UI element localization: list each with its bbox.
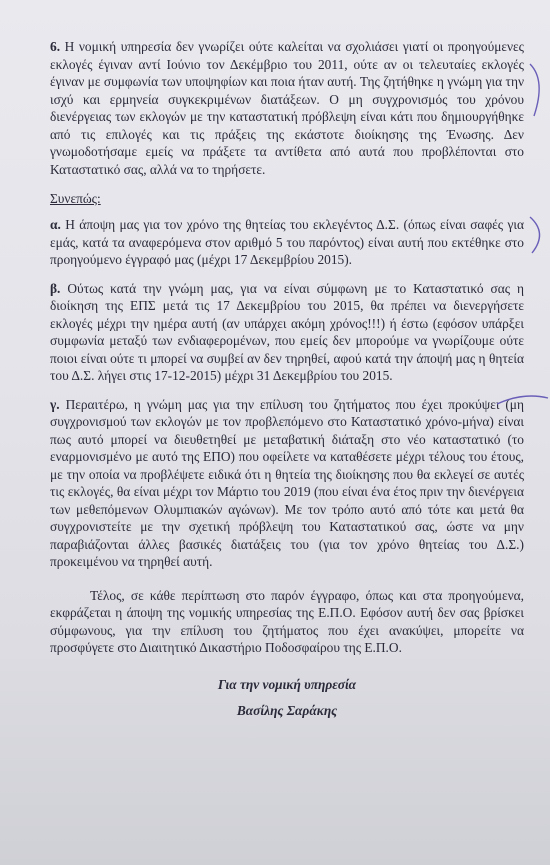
- point-b-paragraph: [50, 280, 524, 385]
- point-b-text: Ούτως κατά την γνώμη μας, για να είναι σύμφωνη με το Καταστατικό σας η διοίκηση της ΕΠΣ μετά τις 17 Δεκεμβρίου του 2015, θα πρέπει να διενεργήσετε εκλογές μέχρι την ημέρα αυτή (αν υπάρχει ακόμη χρόνος!!!) ή έστω (εφόσον υπάρξει συμφωνία μεταξύ των ενδιαφερομένων, που εμείς δεν μπορούμε να γνωρίζουμε ούτε ποιοι είναι ούτε τι μπορεί να συμβεί αν δεν τηρηθεί, αφού κατά την άποψή μας η θητεία του Δ.Σ. λήγει στις 17-12-2015) μέχρι 31 Δεκεμβρίου του 2015.: [50, 280, 524, 383]
- consequently-heading: Συνεπώς:: [50, 191, 101, 206]
- point-a-text: (όπως είναι σαφές για εμάς, κατά τα αναφερόμενα στον αριθμό 5 του παρόντος) είναι αυτή που εκτέθηκε στο προηγούμενο έγγραφό μας (μέχρι 17 Δεκεμβρίου 2015).: [50, 217, 524, 267]
- point-c-label: γ.: [50, 396, 60, 412]
- closing-paragraph: Τέλος, σε κάθε περίπτωση στο παρόν έγγραφο, όπως και στα προηγούμενα, εκφράζεται η άποψη της νομικής υπηρεσίας της Ε.Π.Ο. Εφόσον αυτή δεν σας βρίσκει σύμφωνους, για την επίλυση του ζητήματος που έχει ανακύψει, μπορείτε να προσφύγετε στο Διαιτητικό Δικαστήριο Ποδοσφαίρου της Ε.Π.Ο.: [50, 587, 524, 655]
- signature-for: Για την νομική υπηρεσία: [217, 676, 357, 692]
- point-b-label: β.: [50, 280, 61, 296]
- point-a-lead: Η άποψη μας για τον χρόνο της θητείας του εκλεγέντος Δ.Σ.: [65, 217, 400, 232]
- section-6-paragraph: [50, 38, 524, 178]
- point-c-text: Περαιτέρω, η γνώμη μας για την επίλυση του ζητήματος που έχει προκύψει (μη συγχρονισμού των εκλογών με τον προβλεπόμενο στο Καταστατικό χρόνο-μήνα) είναι πως αυτό μπορεί να διευθετηθεί με μεταβατική διάταξη στο νέο καταστατικό (το εναρμονισμένο με αυτό της ΕΠΟ) που οφείλετε να καταθέσετε μέχρι τέλους του έτους, με την οποία να προβλέψετε ειδικά ότι η θητεία της διοίκησης που θα εκλεγεί σε αυτές τις εκλογές, θα είναι μέχρι τον Μάρτιο του 2019 (που είναι ένα έτος πριν την διενέργεια των μεθεπόμενων Ολυμπιακών αγώνων). Με τον τρόπο αυτό από τότε και μετά θα συγχρονιστείτε με την σχετική πρόβλεψη του Καταστατικού σας, ώστε να μην παραβιάζονται άλλες βασικές διατάξεις του (για τον χρόνο θητείας του Δ.Σ.) προκειμένου να τηρηθεί αυτή.: [50, 396, 524, 569]
- section-6-text: Η νομική υπηρεσία δεν γνωρίζει ούτε καλείται να σχολιάσει γιατί οι προηγούμενες εκλογές έγιναν αντί Ιούνιο τον Δεκέμβριο του 2011, ούτε αν οι τελευταίες εκλογές έγιναν με συμφωνία των υποψηφίων και ποια ήταν αυτή. Της ζητήθηκε η γνώμη για την ισχύ και ερμηνεία συγκεκριμένων διατάξεων. Ο μη συγχρονισμός του χρόνου διενέργειας των εκλογών με την καταστατική πρόβλεψη είναι κάτι που δημιουργήθηκε από τις επιλογές και τις πράξεις της εκάστοτε διοίκησης της Ένωσης. Δεν γνωμοδοτήσαμε εμείς να πράξετε τα αντίθετα από αυτά που προβλέπονται στο Καταστατικό σας, αλλά να το τηρήσετε.: [50, 39, 524, 177]
- point-a-paragraph: [50, 216, 524, 269]
- point-a-block: [50, 216, 524, 269]
- point-b-block: [50, 280, 524, 385]
- point-c-paragraph: [50, 396, 524, 571]
- point-a-label: α.: [50, 217, 61, 232]
- signature-name: Βασίλης Σαράκης: [236, 702, 338, 718]
- section-6-number: 6.: [50, 39, 61, 54]
- pen-mark-right-middle: [528, 215, 550, 255]
- pen-mark-top-right: [528, 60, 550, 120]
- point-c-block: [50, 396, 524, 571]
